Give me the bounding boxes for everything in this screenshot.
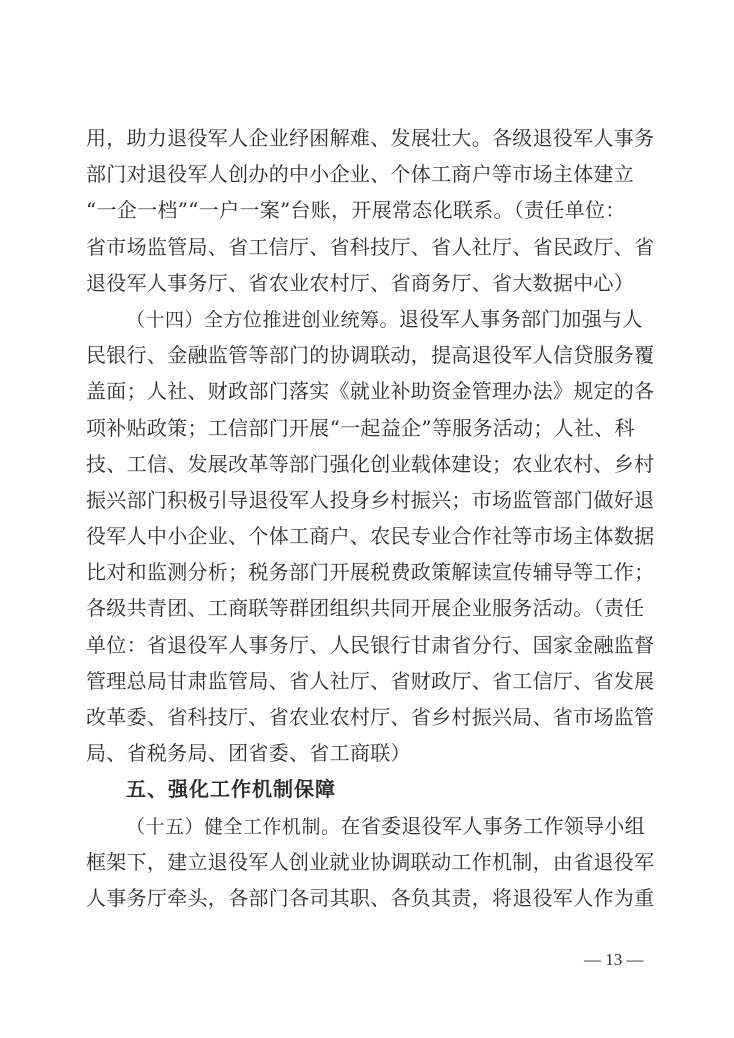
item-14-heading: （十四）全方位推进创业统筹。 [126,308,400,331]
text-line-4: 省市场监管局、省工信厅、省科技厅、省人社厅、省民政厅、省 [86,234,655,259]
text-line-21: 框架下，建立退役军人创业就业协调联动工作机制，由省退役军 [86,849,655,874]
document-body [86,120,660,916]
text-line-16: 管理总局甘肃监管局、省人社厅、省财政厅、省工信厅、省发展 [86,668,655,693]
text-line-15: 单位：省退役军人事务厅、人民银行甘肃省分行、国家金融监督 [86,632,655,657]
text-line-14: 各级共青团、工商联等群团组织共同开展企业服务活动。（责任 [86,596,645,621]
text-line-8: 盖面；人社、财政部门落实《就业补助资金管理办法》规定的各 [86,379,655,404]
text-line-10: 技、工信、发展改革等部门强化创业载体建设；农业农村、乡村 [86,451,655,476]
text-line-9: 项补贴政策；工信部门开展“一起益企”等服务活动；人社、科 [86,415,635,440]
text-line-22: 人事务厅牵头，各部门各司其职、各负其责，将退役军人作为重 [86,885,655,910]
text-line-11: 振兴部门积极引导退役军人投身乡村振兴；市场监管部门做好退 [86,487,655,512]
text-line-5: 退役军人事务厅、省农业农村厅、省商务厅、省大数据中心） [86,270,635,295]
text-line-1: 用，助力退役军人企业纾困解难、发展壮大。各级退役军人事务 [86,126,655,150]
paragraph-14-first-line: （十四）全方位推进创业统筹。退役军人事务部门加强与人 [126,306,643,331]
paragraph-15-first-line: （十五）健全工作机制。在省委退役军人事务工作领导小组 [126,813,646,838]
text-line-17: 改革委、省科技厅、省农业农村厅、省乡村振兴局、省市场监管 [86,705,655,729]
text-line-18: 局、省税务局、团省委、省工商联） [86,741,411,766]
page-number: — 13 — [584,950,644,969]
section-5-heading: 五、强化工作机制保障 [126,777,336,802]
text-line-7: 民银行、金融监管等部门的协调联动，提高退役军人信贷服务覆 [86,343,655,368]
text-line-12: 役军人中小企业、个体工商户、农民专业合作社等市场主体数据 [86,524,655,549]
text-line-3: “一企一档”“一户一案”台账，开展常态化联系。（责任单位： [86,198,626,223]
text-line-2: 部门对退役军人创办的中小企业、个体工商户等市场主体建立 [86,162,635,187]
item-15-heading: （十五）健全工作机制。 [126,815,341,838]
text-line-13: 比对和监测分析；税务部门开展税费政策解读宣传辅导等工作； [86,560,655,585]
